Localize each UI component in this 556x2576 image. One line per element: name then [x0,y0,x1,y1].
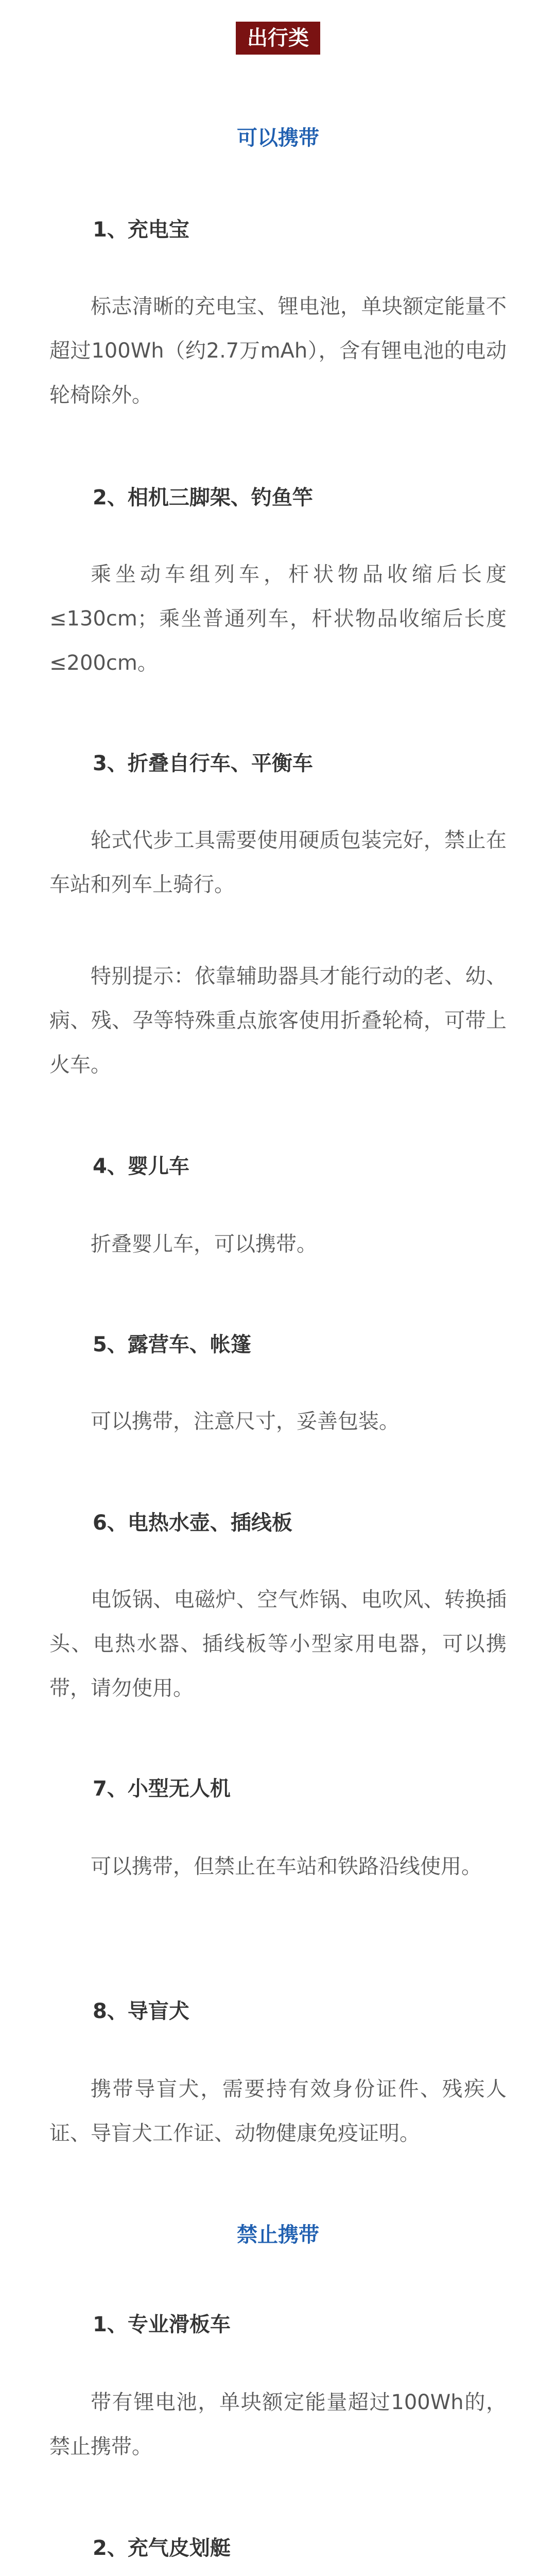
section-heading-forbidden: 禁止携带 [237,2223,319,2247]
category-tag: 出行类 [236,22,320,55]
item-paragraph: 可以携带，但禁止在车站和铁路沿线使用。 [91,1855,482,1878]
item-title: 6、电热水壶、插线板 [93,1511,292,1535]
item-paragraph: 乘坐动车组列车，杆状物品收缩后长度≤130cm；乘坐普通列车，杆状物品收缩后长度≤200cm。 [49,563,507,675]
item-title: 8、导盲犬 [93,1999,189,2023]
item-title: 5、露营车、帐篷 [93,1333,251,1357]
item-paragraph: 电饭锅、电磁炉、空气炸锅、电吹风、转换插头、电热水器、插线板等小型家用电器，可以携带，请勿使用。 [49,1588,507,1700]
item-title: 2、充气皮划艇 [93,2536,231,2560]
item-paragraph: 带有锂电池，单块额定能量超过100Wh的，禁止携带。 [49,2391,507,2459]
section-heading-allowed: 可以携带 [237,126,319,150]
item-paragraph: 标志清晰的充电宝、锂电池，单块额定能量不超过100Wh（约2.7万mAh），含有锂电池的电动轮椅除外。 [49,295,507,407]
item-title: 1、专业滑板车 [93,2313,231,2336]
item-title: 3、折叠自行车、平衡车 [93,752,313,775]
item-title: 2、相机三脚架、钓鱼竿 [93,486,313,510]
item-paragraph: 特别提示：依靠辅助器具才能行动的老、幼、病、残、孕等特殊重点旅客使用折叠轮椅，可带上火车。 [49,964,507,1077]
item-paragraph: 可以携带，注意尺寸，妥善包装。 [91,1410,399,1433]
item-title: 7、小型无人机 [93,1777,231,1801]
item-title: 4、婴儿车 [93,1155,189,1178]
item-title: 1、充电宝 [93,218,189,242]
item-paragraph: 轮式代步工具需要使用硬质包装完好，禁止在车站和列车上骑行。 [49,828,507,896]
item-paragraph: 折叠婴儿车，可以携带。 [91,1232,317,1256]
category-tag-wrap [0,22,556,55]
item-paragraph: 携带导盲犬，需要持有效身份证件、残疾人证、导盲犬工作证、动物健康免疫证明。 [49,2077,507,2145]
